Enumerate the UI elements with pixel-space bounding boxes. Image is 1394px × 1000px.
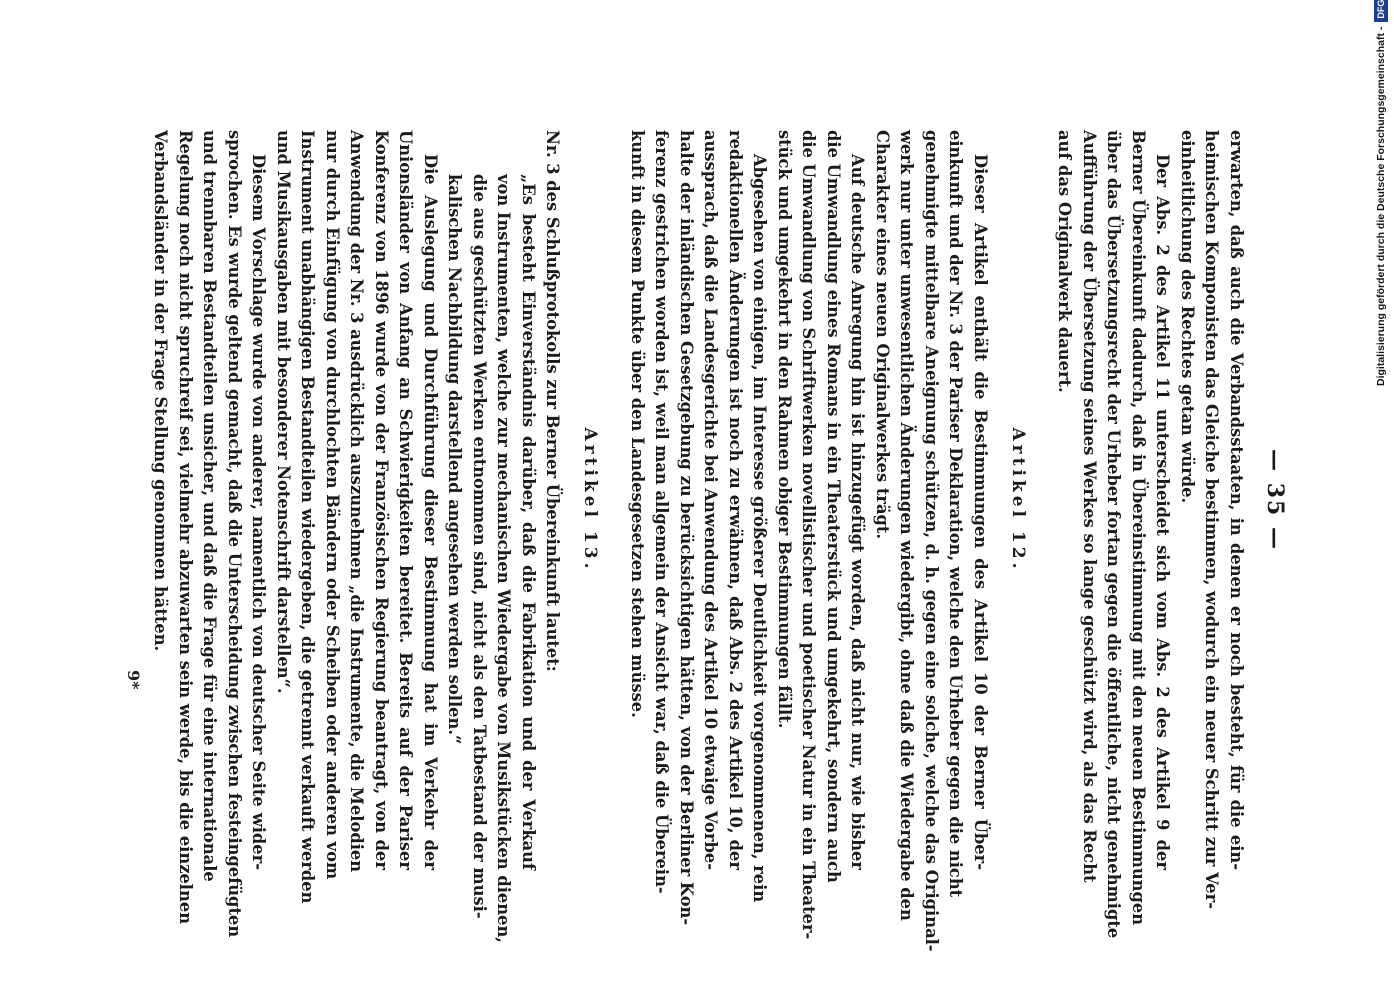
- text-line: heimischen Komponisten das Gleiche bestimmen, wodurch ein neuer Schritt zur Ver-: [1202, 130, 1222, 909]
- text-line: Konferenz von 1896 wurde von der Französischen Regierung beantragt, von der: [372, 130, 391, 870]
- text-line: Berner Übereinkunft dadurch, daß in Übereinstimmung mit den neuen Bestimmungen: [1129, 130, 1148, 926]
- text-line: halte der inländischen Gesetzgebung zu berücksichtigen hätten, von der Berliner Kon-: [677, 130, 696, 926]
- text-line: und Musikausgaben mit besonderer Notenschrift darstellen“.: [274, 130, 293, 694]
- credit-text: Digitalisierung gefördert durch die Deutsche Forschungsgemeinschaft -: [1375, 26, 1387, 386]
- text-line: „Es besteht Einverständnis darüber, daß die Fabrikation und der Verkauf: [519, 174, 538, 870]
- text-line: erwarten, daß auch die Verbandsstaaten, in denen er noch besteht, für die ein-: [1227, 130, 1246, 870]
- text-line: aussprach, daß die Landesgerichte bei Anwendung des Artikel 10 etwaige Vorbe-: [701, 130, 721, 870]
- text-line: genehmigte mittelbare Aneignung schützen, d. h. gegen eine solche, welche das Original-: [922, 130, 941, 952]
- text-line: nur durch Einfügung von durchlochten Bändern oder Scheiben oder anderen vom: [323, 130, 342, 880]
- text-line: über das Übersetzungsrecht der Urheber fortan gegen die öffentliche, nicht genehmigte: [1104, 130, 1124, 939]
- text-line: Nr. 3 des Schlußprotokolls zur Berner Übereinkunft lautet:: [543, 130, 563, 672]
- text-line: Instrument unabhängigen Bestandteilen wiedergeben, die getrennt verkauft werden: [298, 130, 318, 904]
- document-sheet: [118, 130, 1288, 952]
- signature-mark: 9*: [124, 670, 143, 690]
- text-line: kalischen Nachbildung darstellend angesehen werden sollen.“: [445, 174, 465, 745]
- text-line: Aufführung der Übersetzung seines Werkes so lange geschützt wird, als das Recht: [1080, 130, 1099, 883]
- text-line: und trennbaren Bestandteilen unsicher, und daß die Frage für eine internationale: [200, 130, 220, 882]
- text-line: Regelung noch nicht spruchreif sei, vielmehr abzuwarten sein werde, bis die einzelnen: [176, 130, 195, 925]
- text-line: auf das Originalwerk dauert.: [1055, 130, 1075, 393]
- text-line: Unionsländer von Anfang an Schwierigkeiten bereitet. Bereits auf der Pariser: [396, 130, 416, 870]
- text-line: sprochen. Es wurde geltend gemacht, daß die Unterscheidung zwischen festeingefügten: [225, 130, 244, 938]
- document-body: [148, 130, 1248, 952]
- text-line: Auf deutsche Anregung hin ist hinzugefügt worden, daß nicht nur, wie bisher: [848, 154, 868, 870]
- text-line: Verbandsländer in der Frage Stellung genommen hätten.: [151, 130, 171, 652]
- text-line: werk nur unter unwesentlichen Änderungen wiedergibt, ohne daß die Wiedergabe den: [897, 130, 917, 921]
- text-line: ferenz gestrichen worden ist, weil man allgemein der Ansicht war, daß die Überein-: [652, 130, 672, 894]
- text-line: Diesem Vorschlage wurde von anderer, namentlich von deutscher Seite wider-: [249, 154, 269, 870]
- text-line: Charakter eines neuen Originalwerkes trägt.: [873, 130, 892, 540]
- text-line: Der Abs. 2 des Artikel 11 unterscheidet sich vom Abs. 2 des Artikel 9 der: [1153, 154, 1173, 870]
- dfg-logo: DFG: [1374, 0, 1388, 22]
- text-line: redaktionellen Änderungen ist noch zu erwähnen, daß Abs. 2 des Artikel 10, der: [726, 130, 745, 870]
- text-line: einkunft und der Nr. 3 der Pariser Deklaration, welche den Urheber gegen die nicht: [946, 130, 966, 898]
- text-line: Die Auslegung und Durchführung dieser Bestimmung hat im Verkehr der: [421, 154, 440, 870]
- text-line: kunft in diesem Punkte über den Landesgesetzen stehen müsse.: [628, 130, 647, 718]
- text-line: die Umwandlung eines Romans in ein Theaterstück und umgekehrt, sondern auch: [824, 130, 843, 883]
- text-line: von Instrumenten, welche zur mechanischen Wiedergabe von Musikstücken dienen,: [494, 174, 514, 943]
- text-line: die aus geschützten Werken entnommen sind, nicht als den Tatbestand der musi-: [470, 174, 489, 919]
- text-line: Anwendung der Nr. 3 ausdrücklich auszunehmen „die Instrumente, die Melodien: [347, 130, 367, 873]
- digitization-credit: [1370, 0, 1394, 386]
- article-heading: Artikel 12.: [1008, 427, 1028, 573]
- text-line: Abgesehen von einigen, im Interesse größerer Deutlichkeit vorgenommenen, rein: [750, 154, 770, 903]
- text-line: die Umwandlung von Schriftwerken novellistischer und poetischer Natur in ein Theater-: [799, 130, 819, 940]
- article-heading: Artikel 13.: [580, 427, 601, 573]
- text-line: Dieser Artikel enthält die Bestimmungen des Artikel 10 der Berner Über-: [971, 154, 990, 870]
- text-line: stück und umgekehrt in den Rahmen obiger Bestimmungen fällt.: [775, 130, 794, 729]
- text-line: einheitlichung des Rechtes getan würde.: [1178, 130, 1197, 504]
- page-number: — 35 —: [1262, 449, 1288, 551]
